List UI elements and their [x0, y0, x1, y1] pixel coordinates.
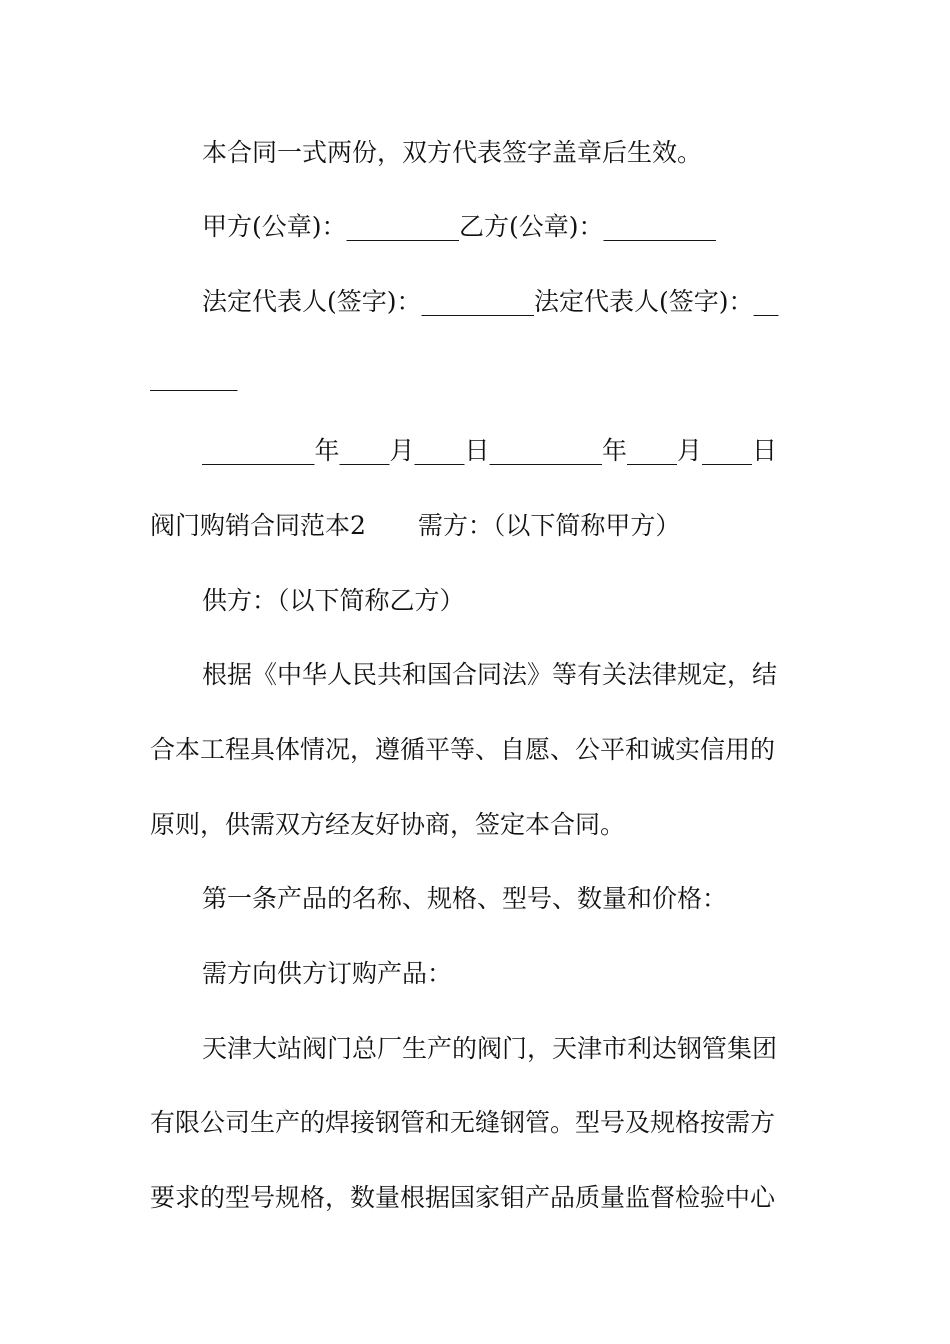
party-seals-line: 甲方(公章)：_________乙方(公章)：_________: [202, 212, 717, 241]
signature-line-continuation: _______: [150, 362, 238, 391]
seller-label: 供方：（以下简称乙方）: [202, 586, 465, 615]
contract-title: 阀门购销合同范本2: [150, 511, 366, 540]
article-heading: 第一条产品的名称、规格、型号、数量和价格：: [202, 884, 728, 913]
buyer-label: 需方：（以下简称甲方）: [417, 511, 681, 540]
paragraph-line: 有限公司生产的焊接钢管和无缝钢管。型号及规格按需方: [150, 1108, 776, 1137]
paragraph-line: 合本工程具体情况，遵循平等、自愿、公平和诚实信用的: [150, 735, 776, 764]
paragraph-line: 要求的型号规格，数量根据国家钼产品质量监督检验中心: [150, 1183, 776, 1212]
date-line: _________年____月____日_________年____月____日: [202, 436, 778, 465]
contract-title-line: [150, 511, 810, 541]
paragraph-line: 天津大站阀门总厂生产的阀门，天津市利达钢管集团: [202, 1034, 778, 1063]
validity-clause: 本合同一式两份，双方代表签字盖章后生效。: [202, 138, 703, 167]
paragraph-line: 原则，供需双方经友好协商，签定本合同。: [150, 810, 626, 839]
representative-signature-line: 法定代表人(签字)：_________法定代表人(签字)：__: [202, 287, 779, 316]
paragraph-line: 需方向供方订购产品：: [202, 959, 453, 988]
paragraph-line: 根据《中华人民共和国合同法》等有关法律规定，结: [202, 660, 778, 689]
